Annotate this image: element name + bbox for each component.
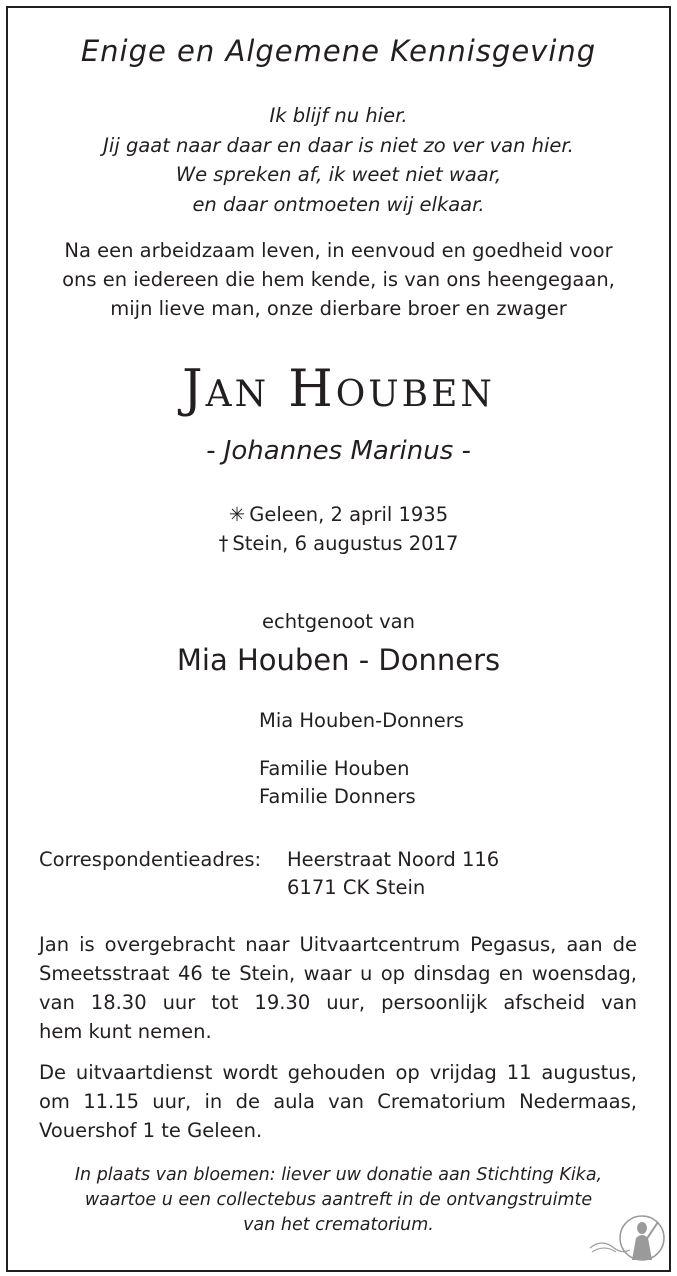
- service-line: De uitvaartdienst wordt gehouden op vrijdag 11 augustus,: [39, 1061, 637, 1084]
- life-dates: [0, 500, 677, 558]
- death-line: [0, 529, 677, 558]
- intro-line: mijn lieve man, onze dierbare broer en zwager: [110, 297, 567, 320]
- birth-line: [0, 500, 677, 529]
- service-paragraph: [39, 1058, 637, 1145]
- intro-line: ons en iedereen die hem kende, is van ons heengegaan,: [62, 268, 615, 291]
- family-member: Familie Donners: [259, 785, 416, 808]
- poem-line: en daar ontmoeten wij elkaar.: [192, 192, 485, 216]
- spouse-name: Mia Houben - Donners: [176, 643, 501, 677]
- family-signatures: [259, 707, 464, 811]
- poem-line: We spreken af, ik weet niet waar,: [175, 163, 502, 186]
- spouse-label: echtgenoot van: [261, 610, 415, 633]
- family-member: Mia Houben-Donners: [259, 709, 464, 732]
- deceased-name: Jan Houben: [182, 360, 495, 419]
- viewing-line: hem kunt nemen.: [39, 1020, 212, 1043]
- notice-heading: Enige en Algemene Kennisgeving: [80, 34, 597, 68]
- birth-date: Geleen, 2 april 1935: [249, 503, 449, 526]
- poem: [0, 101, 677, 219]
- address-lines: [287, 846, 499, 902]
- death-cross-icon: †: [218, 532, 229, 555]
- funeral-director-logo-icon: [588, 1208, 668, 1268]
- address-street: Heerstraat Noord 116: [287, 848, 500, 871]
- service-line: om 11.15 uur, in de aula van Crematorium Nedermaas,: [39, 1090, 637, 1113]
- viewing-line: van 18.30 uur tot 19.30 uur, persoonlijk afscheid van: [39, 991, 637, 1014]
- donation-note: [0, 1163, 677, 1238]
- death-date: Stein, 6 augustus 2017: [232, 532, 459, 555]
- deceased-given-names: - Johannes Marinus -: [206, 436, 471, 466]
- donation-line: waartoe u een collectebus aantreft in de ontvangstruimte: [84, 1190, 593, 1210]
- viewing-line: Jan is overgebracht naar Uitvaartcentrum Pegasus, aan de: [39, 933, 637, 956]
- address-label: Correspondentieadres:: [39, 848, 262, 871]
- spacer: [259, 735, 464, 755]
- birth-star-icon: ✳: [228, 503, 246, 526]
- service-line: Vouershof 1 te Geleen.: [39, 1119, 263, 1142]
- intro-line: Na een arbeidzaam leven, in eenvoud en goedheid voor: [64, 239, 613, 262]
- family-member: Familie Houben: [259, 757, 410, 780]
- intro-text: [0, 236, 677, 323]
- donation-line: van het crematorium.: [243, 1215, 434, 1235]
- poem-line: Ik blijf nu hier.: [269, 104, 408, 127]
- viewing-paragraph: [39, 930, 637, 1046]
- donation-line: In plaats van bloemen: liever uw donatie aan Stichting Kika,: [74, 1165, 603, 1185]
- viewing-line: Smeetsstraat 46 te Stein, waar u op dinsdag en woensdag,: [39, 962, 637, 985]
- address-city: 6171 CK Stein: [287, 876, 426, 899]
- poem-line: Jij gaat naar daar en daar is niet zo ver van hier.: [103, 133, 574, 157]
